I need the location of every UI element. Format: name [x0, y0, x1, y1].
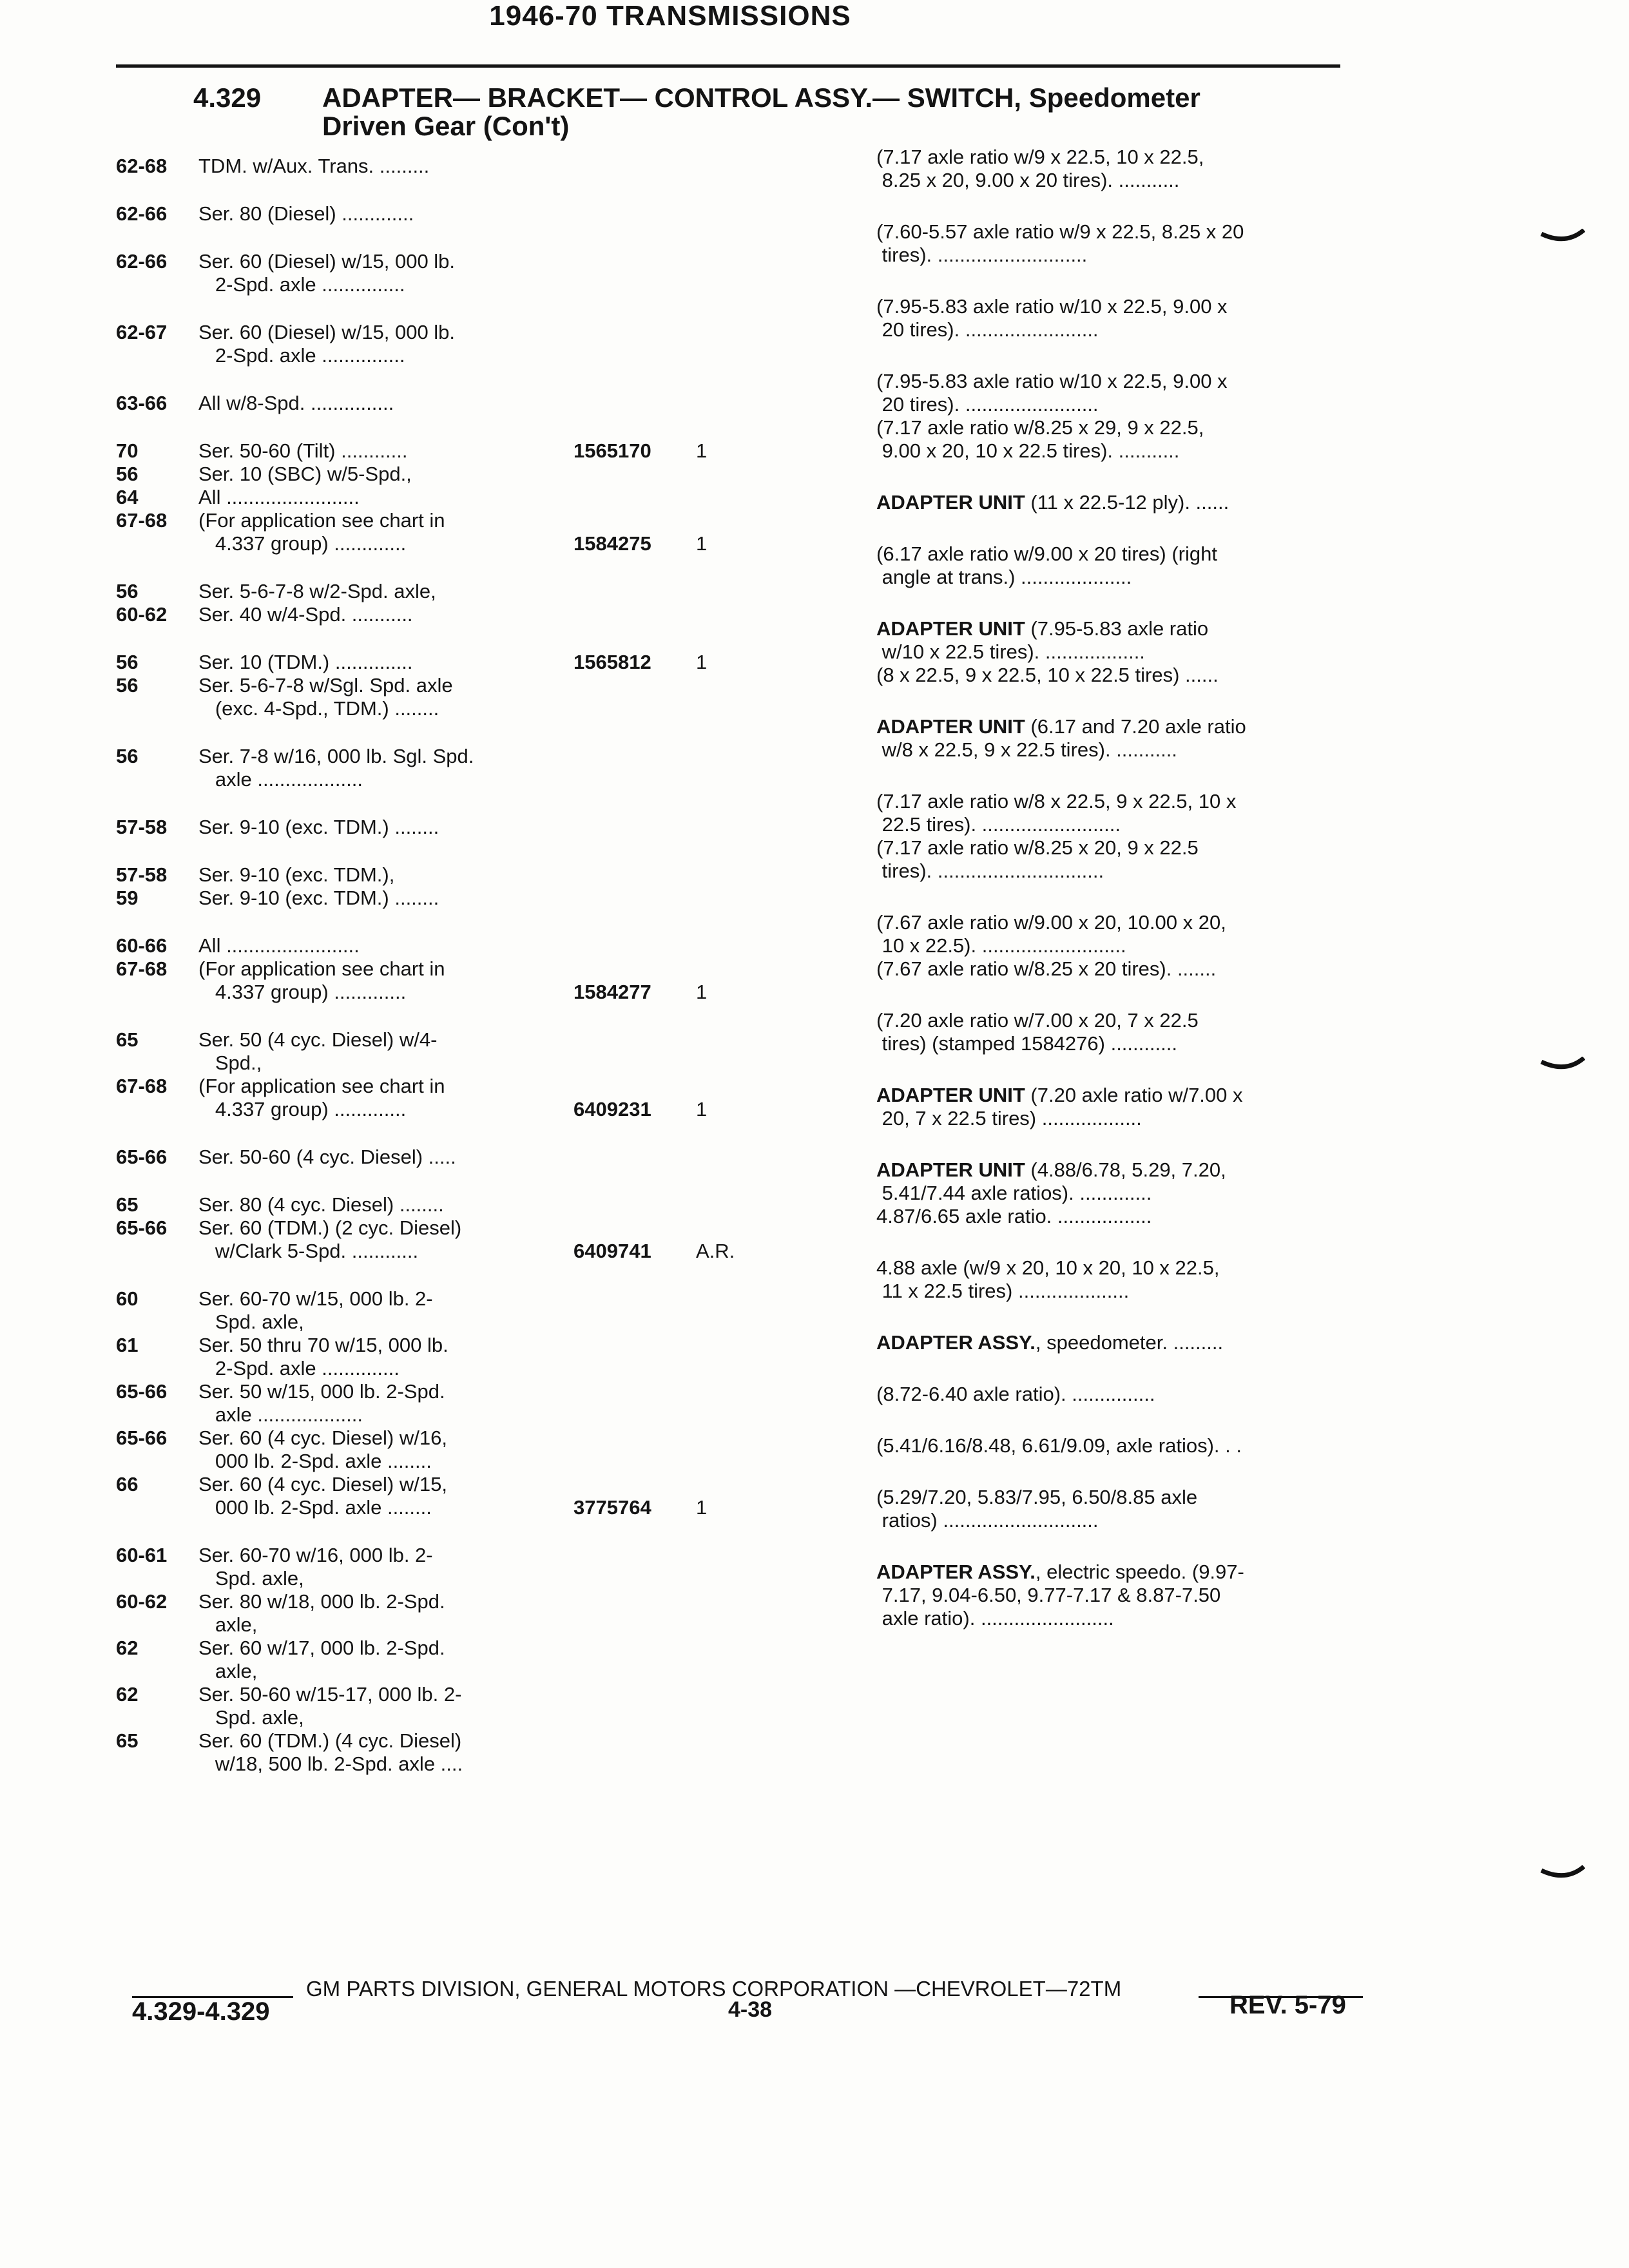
- adapter-label: ADAPTER UNIT: [876, 1084, 1025, 1106]
- parts-entry: [116, 651, 760, 720]
- footer-division: GM PARTS DIVISION, GENERAL MOTORS CORPORATION —CHEVROLET—72TM: [306, 1977, 1122, 2001]
- model-years: 65: [116, 1028, 139, 1051]
- parts-entry: [116, 580, 760, 626]
- model-years: 56: [116, 580, 139, 602]
- footer-range: 4.329-4.329: [132, 1997, 270, 2026]
- application-description: (For application see chart in 4.337 group) .............: [198, 509, 445, 555]
- parts-entry: [116, 816, 760, 839]
- parts-entry: [116, 1028, 760, 1121]
- adapter-description: (8.72-6.40 axle ratio). ...............: [876, 1383, 1155, 1405]
- application-description: Ser. 80 (Diesel) .............: [198, 202, 414, 225]
- adapter-entry: [876, 491, 1366, 514]
- model-years: 57-58: [116, 863, 168, 886]
- application-line: [116, 486, 760, 509]
- application-line: [116, 463, 760, 486]
- adapter-entry: [876, 1434, 1366, 1457]
- adapter-description: (7.67 axle ratio w/9.00 x 20, 10.00 x 20, 10 x 22.5). .......................... (7.67 axle ratio w/8.25 x 20 tires). .......: [876, 911, 1226, 980]
- parts-entry: [116, 321, 760, 367]
- section-subtitle: Driven Gear (Con't): [322, 111, 570, 141]
- adapter-entry: [876, 146, 1366, 192]
- footer-revision: REV. 5-79: [1229, 1991, 1346, 2019]
- adapter-entry: [876, 220, 1366, 267]
- parts-entry: [116, 1146, 760, 1169]
- model-years: 56: [116, 463, 139, 485]
- application-description: Ser. 50-60 (Tilt) ............: [198, 439, 408, 462]
- application-description: Ser. 50 w/15, 000 lb. 2-Spd. axle ...................: [198, 1380, 445, 1426]
- adapter-label: ADAPTER ASSY.: [876, 1561, 1036, 1583]
- model-years: 60-62: [116, 1590, 168, 1613]
- model-years: 67-68: [116, 1075, 168, 1097]
- model-years: 62: [116, 1637, 139, 1659]
- model-years: 65-66: [116, 1427, 168, 1449]
- application-description: All ........................: [198, 934, 360, 957]
- application-description: Ser. 60 (TDM.) (4 cyc. Diesel) w/18, 500 lb. 2-Spd. axle ....: [198, 1729, 463, 1775]
- application-description: Ser. 9-10 (exc. TDM.) ........: [198, 887, 439, 909]
- application-description: Ser. 50-60 (4 cyc. Diesel) .....: [198, 1146, 456, 1168]
- adapter-entry: [876, 1331, 1366, 1354]
- binder-mark: [1540, 1865, 1585, 1881]
- parts-entry: [116, 1544, 760, 1776]
- application-line: [116, 1427, 760, 1473]
- application-description: Ser. 9-10 (exc. TDM.),: [198, 863, 395, 886]
- parts-entry: [116, 392, 760, 415]
- application-line: [116, 816, 760, 839]
- adapter-entry: [876, 370, 1366, 463]
- model-years: 60-66: [116, 934, 168, 957]
- application-line: [116, 1216, 760, 1263]
- adapter-entry: [876, 295, 1366, 341]
- parts-entry: [116, 1287, 760, 1519]
- adapter-description: (6.17 axle ratio w/9.00 x 20 tires) (right angle at trans.) ....................: [876, 543, 1217, 588]
- right-column: [876, 146, 1366, 1658]
- adapter-description: (11 x 22.5-12 ply). ......: [1025, 491, 1229, 514]
- part-number: 1584275: [574, 532, 651, 555]
- quantity: 1: [696, 532, 708, 555]
- binder-mark: [1540, 1057, 1585, 1072]
- application-description: Ser. 5-6-7-8 w/Sgl. Spd. axle (exc. 4-Spd., TDM.) ........: [198, 674, 453, 720]
- parts-entry: [116, 202, 760, 226]
- adapter-description: (7.20 axle ratio w/7.00 x 20, 7 x 22.5 tires) ..................: [882, 1084, 1243, 1129]
- parts-entry: [116, 155, 760, 178]
- application-line: [116, 1590, 760, 1637]
- application-description: Ser. 50-60 w/15-17, 000 lb. 2- Spd. axle,: [198, 1683, 462, 1729]
- model-years: 62-67: [116, 321, 168, 343]
- section-title: ADAPTER— BRACKET— CONTROL ASSY.— SWITCH, Speedometer: [322, 82, 1200, 113]
- adapter-description: (7.17 axle ratio w/8 x 22.5, 9 x 22.5, 10 x 22.5 tires). ......................... (7.17 axle ratio w/8.25 x 20, 9 x 22.5 tires). ..............................: [876, 790, 1237, 882]
- application-description: (For application see chart in 4.337 group) .............: [198, 1075, 445, 1120]
- model-years: 64: [116, 486, 139, 508]
- model-years: 56: [116, 651, 139, 673]
- application-line: [116, 1287, 760, 1334]
- model-years: 56: [116, 745, 139, 767]
- adapter-entry: [876, 790, 1366, 883]
- part-number: 3775764: [574, 1496, 651, 1519]
- part-number: 1565170: [574, 439, 651, 462]
- parts-entry: [116, 934, 760, 1004]
- section-number: 4.329: [193, 82, 262, 113]
- application-line: [116, 392, 760, 415]
- adapter-entry: [876, 1009, 1366, 1055]
- adapter-entry: [876, 1561, 1366, 1630]
- adapter-label: ADAPTER UNIT: [876, 491, 1025, 514]
- adapter-description: (6.17 and 7.20 axle ratio w/8 x 22.5, 9 x 22.5 tires). ...........: [882, 715, 1246, 761]
- application-description: Ser. 60 (Diesel) w/15, 000 lb. 2-Spd. axle ...............: [198, 321, 456, 367]
- adapter-description: 4.88 axle (w/9 x 20, 10 x 20, 10 x 22.5, 11 x 22.5 tires) ....................: [876, 1256, 1220, 1302]
- application-line: [116, 1146, 760, 1169]
- model-years: 61: [116, 1334, 139, 1356]
- application-line: [116, 651, 760, 674]
- adapter-label: ADAPTER UNIT: [876, 715, 1025, 738]
- application-description: Ser. 60-70 w/16, 000 lb. 2- Spd. axle,: [198, 1544, 433, 1590]
- left-column: [116, 155, 760, 1800]
- section-heading: [193, 84, 1353, 140]
- adapter-entry: [876, 715, 1366, 762]
- model-years: 60-62: [116, 603, 168, 626]
- model-years: 59: [116, 887, 139, 909]
- application-description: Ser. 10 (TDM.) ..............: [198, 651, 413, 673]
- adapter-entry: [876, 1486, 1366, 1532]
- application-description: TDM. w/Aux. Trans. .........: [198, 155, 430, 177]
- adapter-label: ADAPTER UNIT: [876, 617, 1025, 640]
- adapter-description: (5.41/6.16/8.48, 6.61/9.09, axle ratios). . .: [876, 1434, 1242, 1457]
- model-years: 70: [116, 439, 139, 462]
- application-line: [116, 1683, 760, 1729]
- application-line: [116, 1637, 760, 1683]
- model-years: 62-66: [116, 250, 168, 273]
- model-years: 66: [116, 1473, 139, 1495]
- quantity: 1: [696, 1496, 708, 1519]
- application-line: [116, 863, 760, 887]
- adapter-entry: [876, 1084, 1366, 1130]
- model-years: 67-68: [116, 957, 168, 980]
- application-description: Ser. 60 (4 cyc. Diesel) w/16, 000 lb. 2-Spd. axle ........: [198, 1427, 447, 1472]
- application-line: [116, 321, 760, 367]
- model-years: 62-68: [116, 155, 168, 177]
- part-number: 6409741: [574, 1240, 651, 1262]
- adapter-description: (5.29/7.20, 5.83/7.95, 6.50/8.85 axle ratios) ............................: [876, 1486, 1198, 1532]
- quantity: 1: [696, 439, 708, 462]
- quantity: 1: [696, 1098, 708, 1120]
- model-years: 60-61: [116, 1544, 168, 1566]
- application-description: Ser. 80 (4 cyc. Diesel) ........: [198, 1193, 444, 1216]
- quantity: A.R.: [696, 1240, 735, 1262]
- parts-entry: [116, 250, 760, 296]
- adapter-description: , speedometer. .........: [1035, 1331, 1224, 1354]
- application-line: [116, 1193, 760, 1216]
- application-line: [116, 603, 760, 626]
- parts-entry: [116, 863, 760, 910]
- model-years: 62-66: [116, 202, 168, 225]
- application-line: [116, 934, 760, 957]
- application-description: Ser. 80 w/18, 000 lb. 2-Spd. axle,: [198, 1590, 445, 1636]
- adapter-description: (7.17 axle ratio w/9 x 22.5, 10 x 22.5, 8.25 x 20, 9.00 x 20 tires). ...........: [876, 146, 1204, 191]
- application-line: [116, 745, 760, 791]
- adapter-entry: [876, 1256, 1366, 1303]
- application-line: [116, 155, 760, 178]
- model-years: 67-68: [116, 509, 168, 532]
- adapter-entry: [876, 911, 1366, 981]
- adapter-description: (7.20 axle ratio w/7.00 x 20, 7 x 22.5 tires) (stamped 1584276) ............: [876, 1009, 1199, 1055]
- parts-entry: [116, 1193, 760, 1263]
- application-line: [116, 1380, 760, 1427]
- application-line: [116, 1334, 760, 1380]
- application-description: All ........................: [198, 486, 360, 508]
- model-years: 56: [116, 674, 139, 697]
- model-years: 65-66: [116, 1380, 168, 1403]
- quantity: 1: [696, 981, 708, 1003]
- application-description: Ser. 40 w/4-Spd. ...........: [198, 603, 413, 626]
- model-years: 65-66: [116, 1146, 168, 1168]
- application-line: [116, 957, 760, 1004]
- application-line: [116, 1544, 760, 1590]
- model-years: 62: [116, 1683, 139, 1706]
- application-line: [116, 1729, 760, 1776]
- part-number: 6409231: [574, 1098, 651, 1120]
- adapter-description: (7.60-5.57 axle ratio w/9 x 22.5, 8.25 x 20 tires). ...........................: [876, 220, 1244, 266]
- application-description: All w/8-Spd. ...............: [198, 392, 394, 414]
- model-years: 65-66: [116, 1216, 168, 1239]
- adapter-entry: [876, 1158, 1366, 1228]
- adapter-description: (7.95-5.83 axle ratio w/10 x 22.5, 9.00 x 20 tires). ........................ (7.17 axle ratio w/8.25 x 29, 9 x 22.5, 9.00 x 20, 10 x 22.5 tires). ...........: [876, 370, 1228, 462]
- title-rule: [116, 64, 1340, 68]
- adapter-description: (4.88/6.78, 5.29, 7.20, 5.41/7.44 axle ratios). ............. 4.87/6.65 axle ratio. .................: [876, 1158, 1226, 1227]
- part-number: 1584277: [574, 981, 651, 1003]
- application-description: Ser. 60 (TDM.) (2 cyc. Diesel) w/Clark 5-Spd. ............: [198, 1216, 462, 1262]
- adapter-label: ADAPTER UNIT: [876, 1158, 1025, 1181]
- application-line: [116, 674, 760, 720]
- application-line: [116, 580, 760, 603]
- application-description: Ser. 60 (Diesel) w/15, 000 lb. 2-Spd. axle ...............: [198, 250, 456, 296]
- adapter-entry: [876, 543, 1366, 589]
- part-number: 1565812: [574, 651, 651, 673]
- model-years: 60: [116, 1287, 139, 1310]
- quantity: 1: [696, 651, 708, 673]
- model-years: 63-66: [116, 392, 168, 414]
- application-description: Ser. 7-8 w/16, 000 lb. Sgl. Spd. axle ...................: [198, 745, 474, 791]
- application-description: Ser. 60 w/17, 000 lb. 2-Spd. axle,: [198, 1637, 445, 1682]
- parts-entry: [116, 439, 760, 555]
- page-title: 1946-70 TRANSMISSIONS: [489, 0, 851, 32]
- application-line: [116, 887, 760, 910]
- footer-page-number: 4-38: [728, 1997, 773, 2022]
- adapter-description: (7.95-5.83 axle ratio w/10 x 22.5, 9.00 x 20 tires). ........................: [876, 295, 1228, 341]
- application-line: [116, 1473, 760, 1519]
- application-description: (For application see chart in 4.337 group) .............: [198, 957, 445, 1003]
- application-description: Ser. 10 (SBC) w/5-Spd.,: [198, 463, 412, 485]
- adapter-label: ADAPTER ASSY.: [876, 1331, 1036, 1354]
- application-line: [116, 202, 760, 226]
- application-line: [116, 439, 760, 463]
- adapter-entry: [876, 617, 1366, 687]
- application-line: [116, 1028, 760, 1075]
- application-description: Ser. 60-70 w/15, 000 lb. 2- Spd. axle,: [198, 1287, 433, 1333]
- adapter-description: (7.95-5.83 axle ratio w/10 x 22.5 tires). .................. (8 x 22.5, 9 x 22.5, 10 x 22.5 tires) ......: [876, 617, 1219, 686]
- model-years: 65: [116, 1729, 139, 1752]
- application-description: Ser. 50 (4 cyc. Diesel) w/4- Spd.,: [198, 1028, 438, 1074]
- application-line: [116, 1075, 760, 1121]
- application-description: Ser. 9-10 (exc. TDM.) ........: [198, 816, 439, 838]
- parts-entry: [116, 745, 760, 791]
- application-description: Ser. 60 (4 cyc. Diesel) w/15, 000 lb. 2-Spd. axle ........: [198, 1473, 447, 1519]
- adapter-description: , electric speedo. (9.97- 7.17, 9.04-6.50, 9.77-7.17 & 8.87-7.50 axle ratio). ........................: [882, 1561, 1244, 1629]
- model-years: 57-58: [116, 816, 168, 838]
- application-line: [116, 509, 760, 555]
- adapter-entry: [876, 1383, 1366, 1406]
- application-line: [116, 250, 760, 296]
- application-description: Ser. 50 thru 70 w/15, 000 lb. 2-Spd. axle ..............: [198, 1334, 448, 1379]
- model-years: 65: [116, 1193, 139, 1216]
- binder-mark: [1540, 229, 1585, 244]
- application-description: Ser. 5-6-7-8 w/2-Spd. axle,: [198, 580, 436, 602]
